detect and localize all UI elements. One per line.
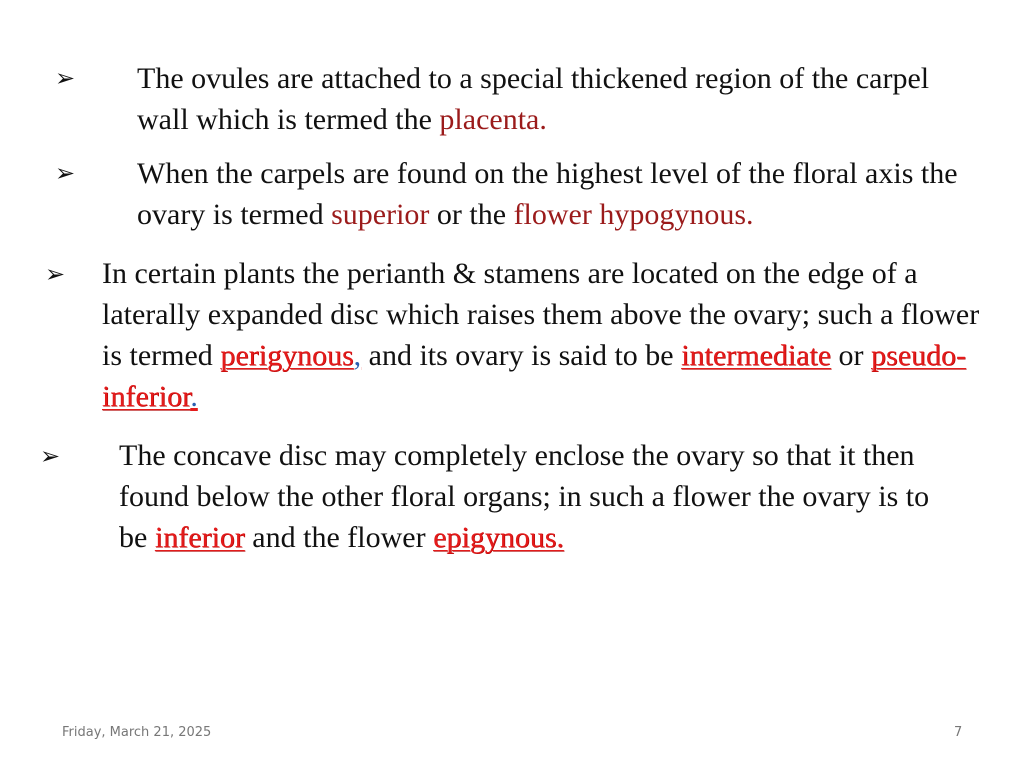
period-mark: . [190,380,198,413]
paragraph-text: The concave disc may completely enclose the ovary so that it then found below the other floral organs; in such a flower the ovary is to be [119,439,930,554]
term-placenta: placenta. [439,103,547,136]
bullet-arrow-icon: ➢ [55,159,76,187]
term-superior: superior [331,198,430,231]
paragraph-text: The ovules are attached to a special thickened region of the carpel wall which is termed the [137,62,930,136]
term-intermediate: intermediate [681,339,832,372]
bullet-paragraph-2 [137,153,967,235]
paragraph-text: In certain plants the perianth & stamens are located on the edge of a laterally expanded disc which raises them above the ovary; such a flower is termed [102,257,980,372]
term-pseudo-inferior: pseudo-inferior [102,339,967,413]
term-epigynous: epigynous. [433,521,564,554]
paragraph-text: and its ovary is said to be [361,339,682,372]
term-flower-hypogynous: flower hypogynous. [513,198,754,231]
bullet-paragraph-4 [119,435,964,558]
bullet-paragraph-3 [102,253,982,417]
paragraph-text: When the carpels are found on the highest level of the floral axis the ovary is termed [137,157,958,231]
paragraph-text: or [831,339,872,372]
paragraph-text: and the flower [244,521,434,554]
bullet-arrow-icon: ➢ [40,442,61,470]
bullet-arrow-icon: ➢ [45,260,66,288]
term-inferior: inferior [154,521,245,554]
comma-mark: , [353,339,362,372]
footer-date: Friday, March 21, 2025 [62,725,212,740]
bullet-paragraph-1 [137,58,967,140]
paragraph-text: or the [429,198,514,231]
term-perigynous: perigynous [220,339,354,372]
bullet-arrow-icon: ➢ [55,64,76,92]
page-number: 7 [954,725,963,740]
